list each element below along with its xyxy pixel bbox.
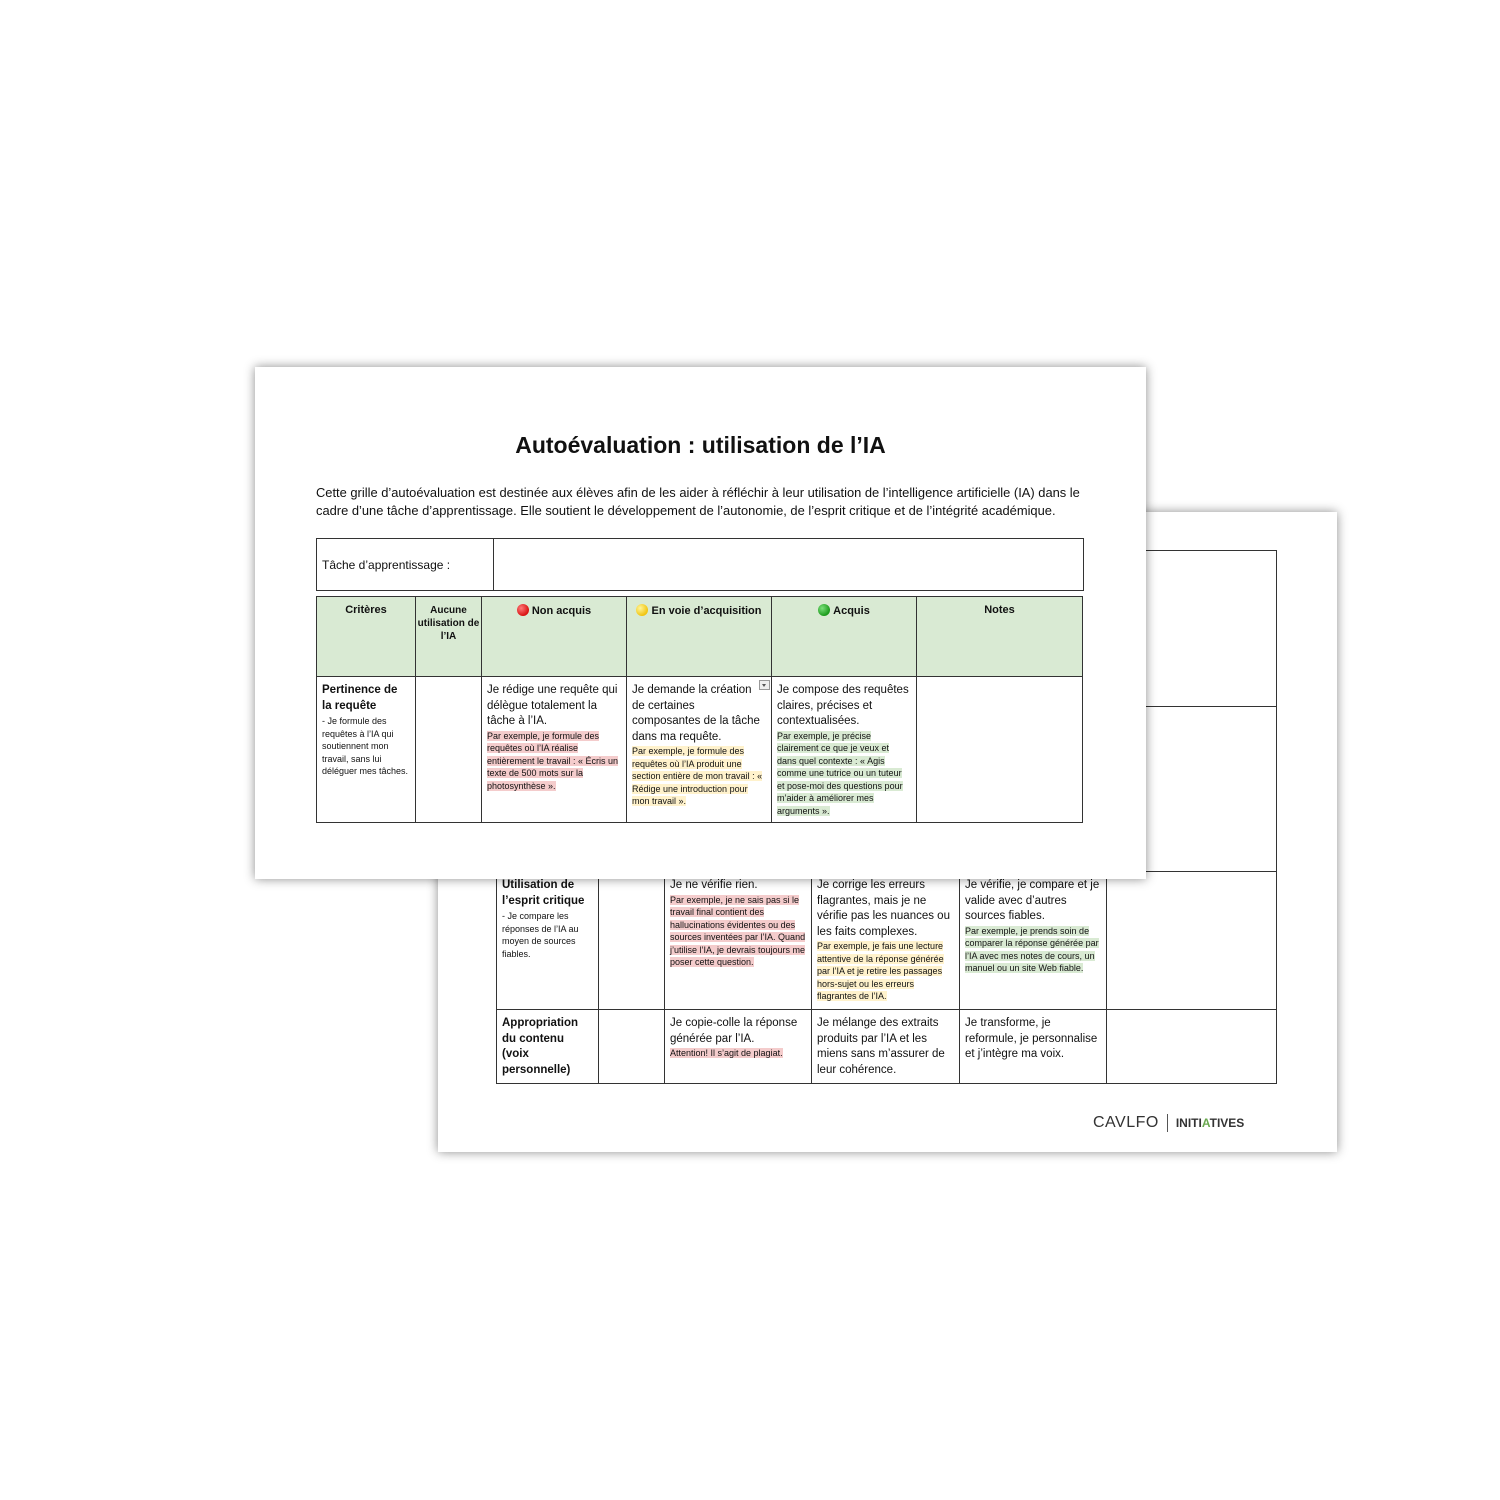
header-row	[317, 597, 1083, 677]
notes-cell[interactable]	[1107, 872, 1277, 1010]
level-text: Je transforme, je reformule, je personnalise et j’intègre ma voix.	[965, 1017, 1098, 1060]
level-text: Je vérifie, je compare et je valide avec d’autres sources fiables.	[965, 879, 1100, 922]
logo-initiatives: INITIATIVES	[1175, 1116, 1245, 1130]
acquired-cell[interactable]	[960, 872, 1107, 1010]
acquired-cell[interactable]	[960, 1010, 1107, 1084]
not-acquired-cell[interactable]	[482, 677, 627, 823]
task-input[interactable]	[494, 539, 1084, 591]
level-example: Par exemple, je prends soin de comparer la réponse générée par l’IA avec mes notes de cours, un manuel ou un site Web fiable.	[965, 925, 1099, 973]
level-example: Par exemple, je ne sais pas si le travail final contient des hallucinations évidentes ou des sources inventées par l’IA. Quand j’utilise l’IA, je devrais toujours me poser cette question.	[670, 894, 806, 967]
rubric-table	[316, 596, 1083, 823]
header-notes: Notes	[917, 597, 1083, 677]
header-no-ai: Aucune utilisation de l’IA	[416, 597, 482, 677]
no-ai-cell[interactable]	[416, 677, 482, 823]
task-table	[316, 538, 1084, 591]
acquired-cell[interactable]	[772, 677, 917, 823]
table-row	[317, 677, 1083, 823]
logo-divider	[1167, 1114, 1168, 1132]
no-ai-cell[interactable]	[599, 872, 665, 1010]
chevron-down-icon[interactable]	[759, 680, 770, 690]
notes-cell[interactable]	[1107, 1010, 1277, 1084]
task-label: Tâche d’apprentissage :	[317, 539, 494, 591]
green-circle-icon	[818, 604, 830, 616]
in-progress-cell[interactable]	[812, 872, 960, 1010]
level-example: Par exemple, je précise clairement ce que je veux et dans quel contexte : « Agis comme une tutrice ou un tuteur et pose-moi des questions pour m’aider à améliorer mes arguments ».	[777, 730, 903, 816]
level-text: Je corrige les erreurs flagrantes, mais je ne vérifie pas les nuances ou les faits complexes.	[817, 879, 950, 938]
no-ai-cell[interactable]	[599, 1010, 665, 1084]
criteria-title: Utilisation de l’esprit critique	[502, 879, 585, 907]
red-circle-icon	[517, 604, 529, 616]
criteria-title: Appropriation du contenu (voix personnelle)	[502, 1017, 579, 1076]
criteria-cell	[497, 1010, 599, 1084]
criteria-cell	[317, 677, 416, 823]
not-acquired-cell[interactable]	[665, 1010, 812, 1084]
document-intro: Cette grille d’autoévaluation est destinée aux élèves afin de les aider à réfléchir à leur utilisation de l’intelligence artificielle (IA) dans le cadre d’une tâche d’apprentissage. Elle soutient le développement de l’autonomie, de l’esprit critique et de l’intégrité académique.	[316, 485, 1080, 518]
level-text: Je copie-colle la réponse générée par l’IA.	[670, 1017, 798, 1045]
level-example: Par exemple, je formule des requêtes où l’IA produit une section entière de mon travail : « Rédige une introduction pour mon travail ».	[632, 746, 763, 806]
not-acquired-cell[interactable]	[665, 872, 812, 1010]
table-row	[497, 872, 1277, 1010]
criteria-title: Pertinence de la requête	[322, 684, 398, 712]
level-text: Je rédige une requête qui délègue totalement la tâche à l’IA.	[487, 684, 618, 727]
document-title: Autoévaluation : utilisation de l’IA	[515, 432, 886, 458]
header-not-acquired: Non acquis	[482, 597, 627, 677]
in-progress-cell[interactable]	[812, 1010, 960, 1084]
level-text: Je demande la création de certaines composantes de la tâche dans ma requête.	[632, 684, 760, 743]
level-text: Je mélange des extraits produits par l’IA et les miens sans m’assurer de leur cohérence.	[817, 1017, 945, 1076]
header-in-progress: En voie d’acquisition	[627, 597, 772, 677]
level-example: Par exemple, je formule des requêtes où l’IA réalise entièrement le travail : « Écris un texte de 500 mots sur la photosynthèse ».	[487, 730, 619, 791]
level-text: Je compose des requêtes claires, précises et contextualisées.	[777, 684, 909, 727]
criteria-cell	[497, 872, 599, 1010]
level-text: Je ne vérifie rien.	[670, 879, 758, 891]
criteria-description: - Je formule des requêtes à l’IA qui soutiennent mon travail, sans lui déléguer mes tâches.	[322, 716, 409, 776]
notes-cell[interactable]	[917, 677, 1083, 823]
front-page	[255, 367, 1146, 879]
criteria-description: - Je compare les réponses de l’IA au moyen de sources fiables.	[502, 911, 579, 959]
cavlfo-initiatives-logo	[1093, 1112, 1244, 1134]
level-example: Par exemple, je fais une lecture attentive de la réponse générée par l’IA et je retire les passages hors-sujet ou les erreurs flagrantes de l’IA.	[817, 941, 944, 1001]
header-criteria: Critères	[317, 597, 416, 677]
yellow-circle-icon	[636, 604, 648, 616]
header-acquired: Acquis	[772, 597, 917, 677]
level-example: Attention! Il s’agit de plagiat.	[670, 1048, 783, 1058]
in-progress-cell[interactable]	[627, 677, 772, 823]
table-row	[497, 1010, 1277, 1084]
logo-cavlfo: CAVLFO	[1093, 1114, 1159, 1131]
